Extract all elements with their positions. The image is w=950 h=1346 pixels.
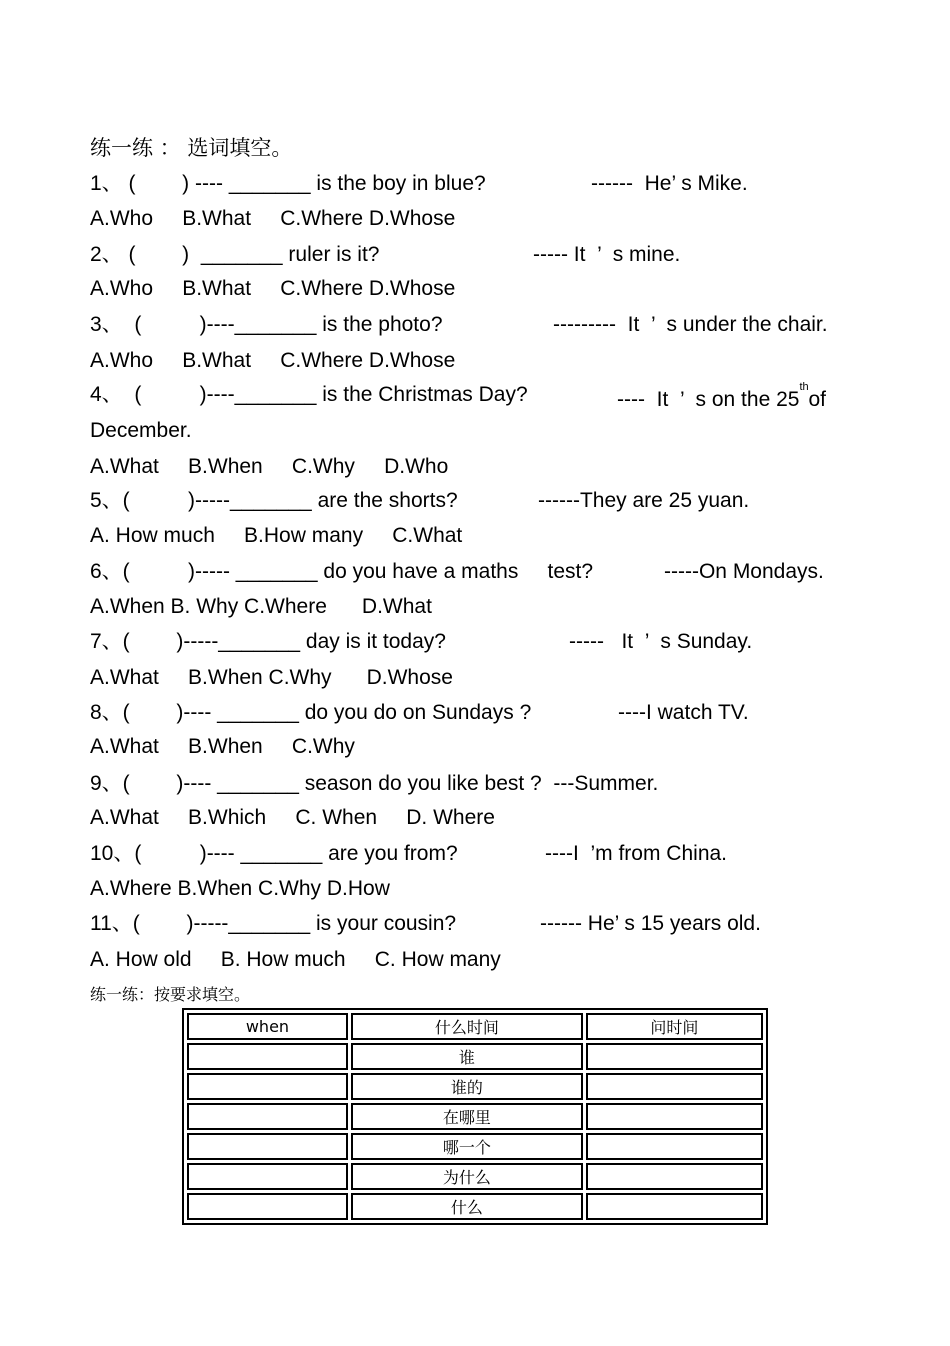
question-1-answer: ------ He’ s Mike.	[591, 172, 748, 195]
table-cell: when	[187, 1013, 348, 1040]
question-9-options: A.What B.Which C. When D. Where	[90, 806, 495, 829]
table-cell[interactable]	[586, 1073, 763, 1100]
question-7-options: A.What B.When C.Why D.Whose	[90, 666, 453, 689]
question-3-options: A.Who B.What C.Where D.Whose	[90, 349, 456, 372]
question-10-text: 10、( )---- _______ are you from?	[90, 842, 458, 865]
table-cell: 什么	[351, 1193, 583, 1220]
question-2-text: 2、 ( ) _______ ruler is it?	[90, 243, 380, 266]
table-cell[interactable]	[586, 1043, 763, 1070]
table-cell[interactable]	[586, 1163, 763, 1190]
table-cell: 问时间	[586, 1013, 763, 1040]
question-9-text: 9、( )---- _______ season do you like best ? ---Summer.	[90, 772, 659, 795]
question-10-answer: ----I ’m from China.	[545, 842, 728, 865]
question-8-answer: ----I watch TV.	[618, 701, 749, 724]
question-3-text: 3、 ( )----_______ is the photo?	[90, 313, 443, 336]
table-cell: 在哪里	[351, 1103, 583, 1130]
table-row	[187, 1073, 763, 1100]
table-cell[interactable]	[586, 1193, 763, 1220]
question-10-options: A.Where B.When C.Why D.How	[90, 877, 390, 900]
table-cell[interactable]	[187, 1073, 348, 1100]
question-1-options: A.Who B.What C.Where D.Whose	[90, 207, 456, 230]
table-row	[187, 1163, 763, 1190]
vocab-table	[182, 1008, 768, 1225]
exercise-heading: 练一练 ： 选词填空。	[90, 136, 293, 160]
table-row	[187, 1103, 763, 1130]
question-1-text: 1、 ( ) ---- _______ is the boy in blue?	[90, 172, 486, 195]
question-6-options: A.When B. Why C.Where D.What	[90, 595, 432, 618]
table-row	[187, 1013, 763, 1040]
table-cell: 哪一个	[351, 1133, 583, 1160]
table-cell: 什么时间	[351, 1013, 583, 1040]
question-8-options: A.What B.When C.Why	[90, 735, 355, 758]
question-7-text: 7、( )-----_______ day is it today?	[90, 630, 446, 653]
question-11-text: 11、( )-----_______ is your cousin?	[90, 912, 457, 935]
question-5-options: A. How much B.How many C.What	[90, 524, 463, 547]
table-row	[187, 1043, 763, 1070]
table-row	[187, 1133, 763, 1160]
question-6-answer: -----On Mondays.	[664, 560, 824, 583]
question-4-continuation: December.	[90, 419, 192, 442]
question-2-answer: ----- It ’ s mine.	[533, 243, 681, 266]
table-cell[interactable]	[586, 1103, 763, 1130]
question-11-options: A. How old B. How much C. How many	[90, 948, 501, 971]
question-11-answer: ------ He’ s 15 years old.	[540, 912, 761, 935]
question-6-text: 6、( )----- _______ do you have a maths test?	[90, 560, 594, 583]
table-cell[interactable]	[187, 1193, 348, 1220]
table-cell[interactable]	[187, 1043, 348, 1070]
question-4-options: A.What B.When C.Why D.Who	[90, 455, 449, 478]
table-cell: 为什么	[351, 1163, 583, 1190]
question-2-options: A.Who B.What C.Where D.Whose	[90, 277, 456, 300]
question-7-answer: ----- It ’ s Sunday.	[569, 630, 753, 653]
section2-heading: 练一练：按要求填空。	[90, 985, 251, 1004]
question-4-text: 4、 ( )----_______ is the Christmas Day?	[90, 383, 528, 406]
table-cell[interactable]	[187, 1103, 348, 1130]
question-3-answer: --------- It ’ s under the chair.	[553, 313, 828, 336]
question-5-text: 5、( )-----_______ are the shorts?	[90, 489, 458, 512]
table-cell: 谁	[351, 1043, 583, 1070]
table-cell[interactable]	[187, 1133, 348, 1160]
table-cell[interactable]	[586, 1133, 763, 1160]
table-cell[interactable]	[187, 1163, 348, 1190]
question-4-answer: ---- It ’ s on the 25th of	[617, 381, 826, 411]
table-row	[187, 1193, 763, 1220]
question-5-answer: ------They are 25 yuan.	[538, 489, 750, 512]
table-cell: 谁的	[351, 1073, 583, 1100]
question-8-text: 8、( )---- _______ do you do on Sundays ?	[90, 701, 532, 724]
